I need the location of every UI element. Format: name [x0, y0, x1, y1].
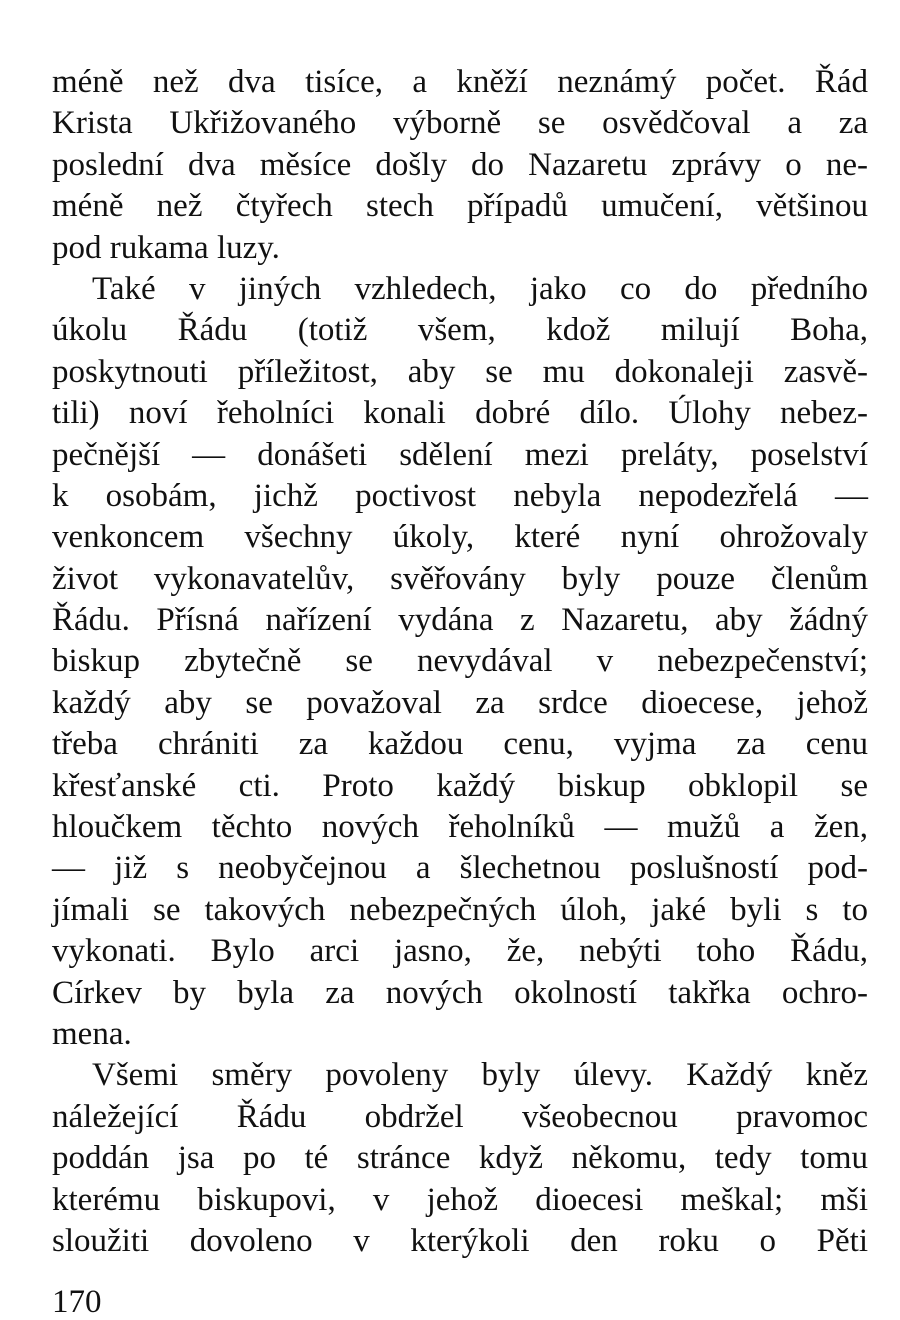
text-line-22: vykonati. Bylo arci jasno, že, nebýti toho Řádu,	[52, 933, 868, 970]
text-line-6: Také v jiných vzhledech, jako co do předního	[92, 270, 868, 307]
text-line-12: venkoncem všechny úkoly, které nyní ohrožovaly	[52, 519, 868, 556]
text-line-13: život vykonavatelův, svěřovány byly pouze členům	[52, 560, 868, 597]
text-line-1: méně než dva tisíce, a kněží neznámý počet. Řád	[52, 64, 868, 100]
text-line-4: méně než čtyřech stech případů umučení, většinou	[52, 188, 868, 225]
text-line-18: křesťanské cti. Proto každý biskup obklopil se	[52, 767, 868, 804]
text-line-19: hloučkem těchto nových řeholníků — mužů a žen,	[52, 809, 868, 846]
text-line-27: poddán jsa po té stránce když někomu, tedy tomu	[52, 1140, 868, 1177]
document-page	[52, 62, 868, 1262]
text-line-7: úkolu Řádu (totiž všem, kdož milují Boha,	[52, 312, 868, 349]
text-line-3: poslední dva měsíce došly do Nazaretu zprávy o ne-	[52, 146, 868, 183]
text-line-24: mena.	[52, 1015, 132, 1052]
text-line-16: každý aby se považoval za srdce dioecese, jehož	[52, 684, 868, 721]
text-line-15: biskup zbytečně se nevydával v nebezpečenství;	[52, 643, 868, 680]
text-line-2: Krista Ukřižovaného výborně se osvědčoval a za	[52, 105, 868, 142]
text-line-26: náležející Řádu obdržel všeobecnou pravomoc	[52, 1098, 868, 1135]
text-line-11: k osobám, jichž poctivost nebyla nepodezřelá —	[52, 477, 868, 514]
text-line-17: třeba chrániti za každou cenu, vyjma za cenu	[52, 726, 868, 763]
text-line-25: Všemi směry povoleny byly úlevy. Každý kněz	[92, 1057, 868, 1094]
text-line-5: pod rukama luzy.	[52, 229, 280, 266]
text-line-21: jímali se takových nebezpečných úloh, jaké byli s to	[52, 891, 868, 928]
text-line-14: Řádu. Přísná nařízení vydána z Nazaretu, aby žádný	[52, 602, 868, 639]
text-line-9: tili) noví řeholníci konali dobré dílo. Úlohy nebez-	[52, 395, 868, 432]
text-line-29: sloužiti dovoleno v kterýkoli den roku o Pěti	[52, 1222, 868, 1259]
text-line-10: pečnější — donášeti sdělení mezi preláty, poselství	[52, 436, 868, 473]
page-number: 170	[52, 1284, 102, 1320]
text-line-20: — již s neobyčejnou a šlechetnou poslušností pod-	[52, 850, 868, 887]
text-line-8: poskytnouti příležitost, aby se mu dokonaleji zasvě-	[52, 353, 868, 390]
text-line-28: kterému biskupovi, v jehož dioecesi meškal; mši	[52, 1181, 868, 1218]
text-line-23: Církev by byla za nových okolností takřka ochro-	[52, 974, 868, 1011]
